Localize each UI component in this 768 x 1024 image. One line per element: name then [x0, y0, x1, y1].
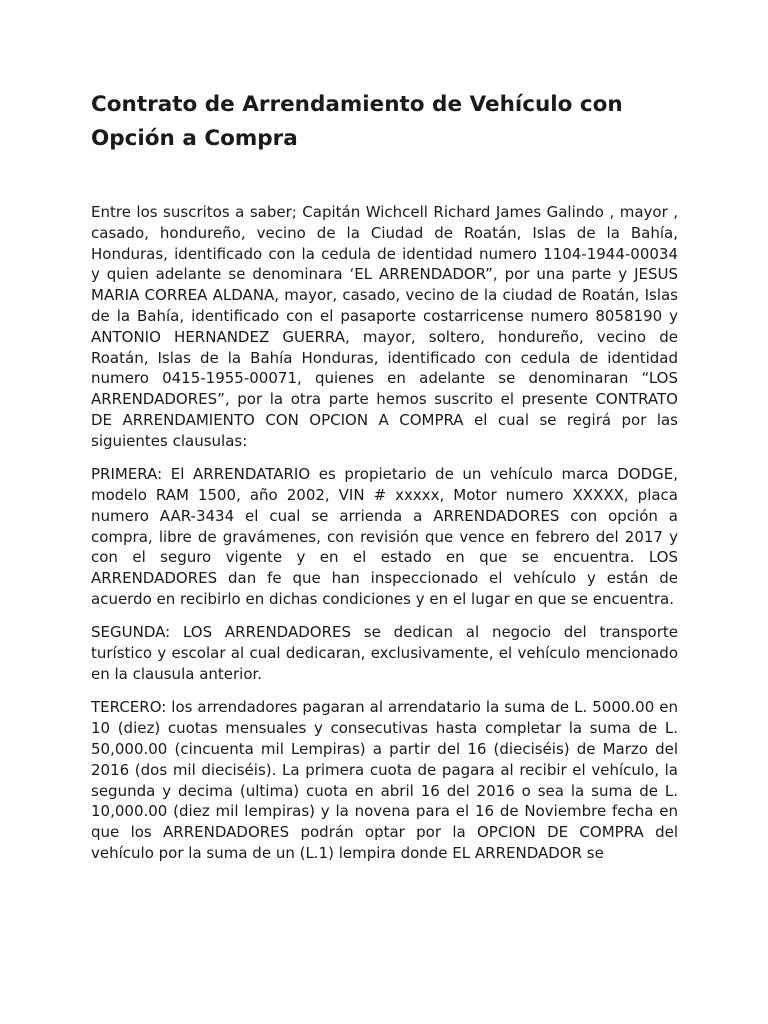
paragraph-clause-primera: PRIMERA: El ARRENDATARIO es propietario de un vehículo marca DODGE, modelo RAM 1500, año 2002, VIN # xxxxx, Motor numero XXXXX, placa numero AAR-3434 el cual se arrienda a ARRENDADORES con opción a compra, libre de gravámenes, con revisión que vence en febrero del 2017 y con el seguro vigente y en el estado en que se encuentra. LOS ARRENDADORES dan fe que han inspeccionado el vehículo y están de acuerdo en recibirlo en dichas condiciones y en el lugar en que se encuentra.	[91, 465, 678, 608]
paragraph-introduction: Entre los suscritos a saber; Capitán Wichcell Richard James Galindo , mayor , casado, hondureño, vecino de la Ciudad de Roatán, Islas de la Bahía, Honduras, identificado con la cedula de identidad numero 1104-1944-00034 y quien adelante se denominara ‘EL ARRENDADOR”, por una parte y JESUS MARIA CORREA ALDANA, mayor, casado, vecino de la ciudad de Roatán, Islas de la Bahía, identificado con el pasaporte costarricense numero 8058190 y ANTONIO HERNANDEZ GUERRA, mayor, soltero, hondureño, vecino de Roatán, Islas de la Bahía Honduras, identificado con cedula de identidad numero 0415-1955-00071, quienes en adelante se denominaran “LOS ARRENDADORES”, por la otra parte hemos suscrito el presente CONTRATO DE ARRENDAMIENTO CON OPCION A COMPRA el cual se regirá por las siguientes clausulas:	[91, 203, 678, 450]
paragraph-clause-segunda: SEGUNDA: LOS ARRENDADORES se dedican al negocio del transporte turístico y escolar al cual dedicaran, exclusivamente, el vehículo mencionado en la clausula anterior.	[91, 623, 678, 683]
document-body	[91, 202, 678, 876]
paragraph-clause-tercero: TERCERO: los arrendadores pagaran al arrendatario la suma de L. 5000.00 en 10 (diez) cuotas mensuales y consecutivas hasta completar la suma de L. 50,000.00 (cincuenta mil Lempiras) a partir del 16 (dieciséis) de Marzo del 2016 (dos mil dieciséis). La primera cuota de pagara al recibir el vehículo, la segunda y decima (ultima) cuota en abril 16 del 2016 o sea la suma de L. 10,000.00 (diez mil lempiras) y la novena para el 16 de Noviembre fecha en que los ARRENDADORES podrán optar por la OPCION DE COMPRA del vehículo por la suma de un (L.1) lempira donde EL ARRENDADOR se	[91, 698, 678, 862]
document-title: Contrato de Arrendamiento de Vehículo con Opción a Compra	[91, 92, 623, 151]
